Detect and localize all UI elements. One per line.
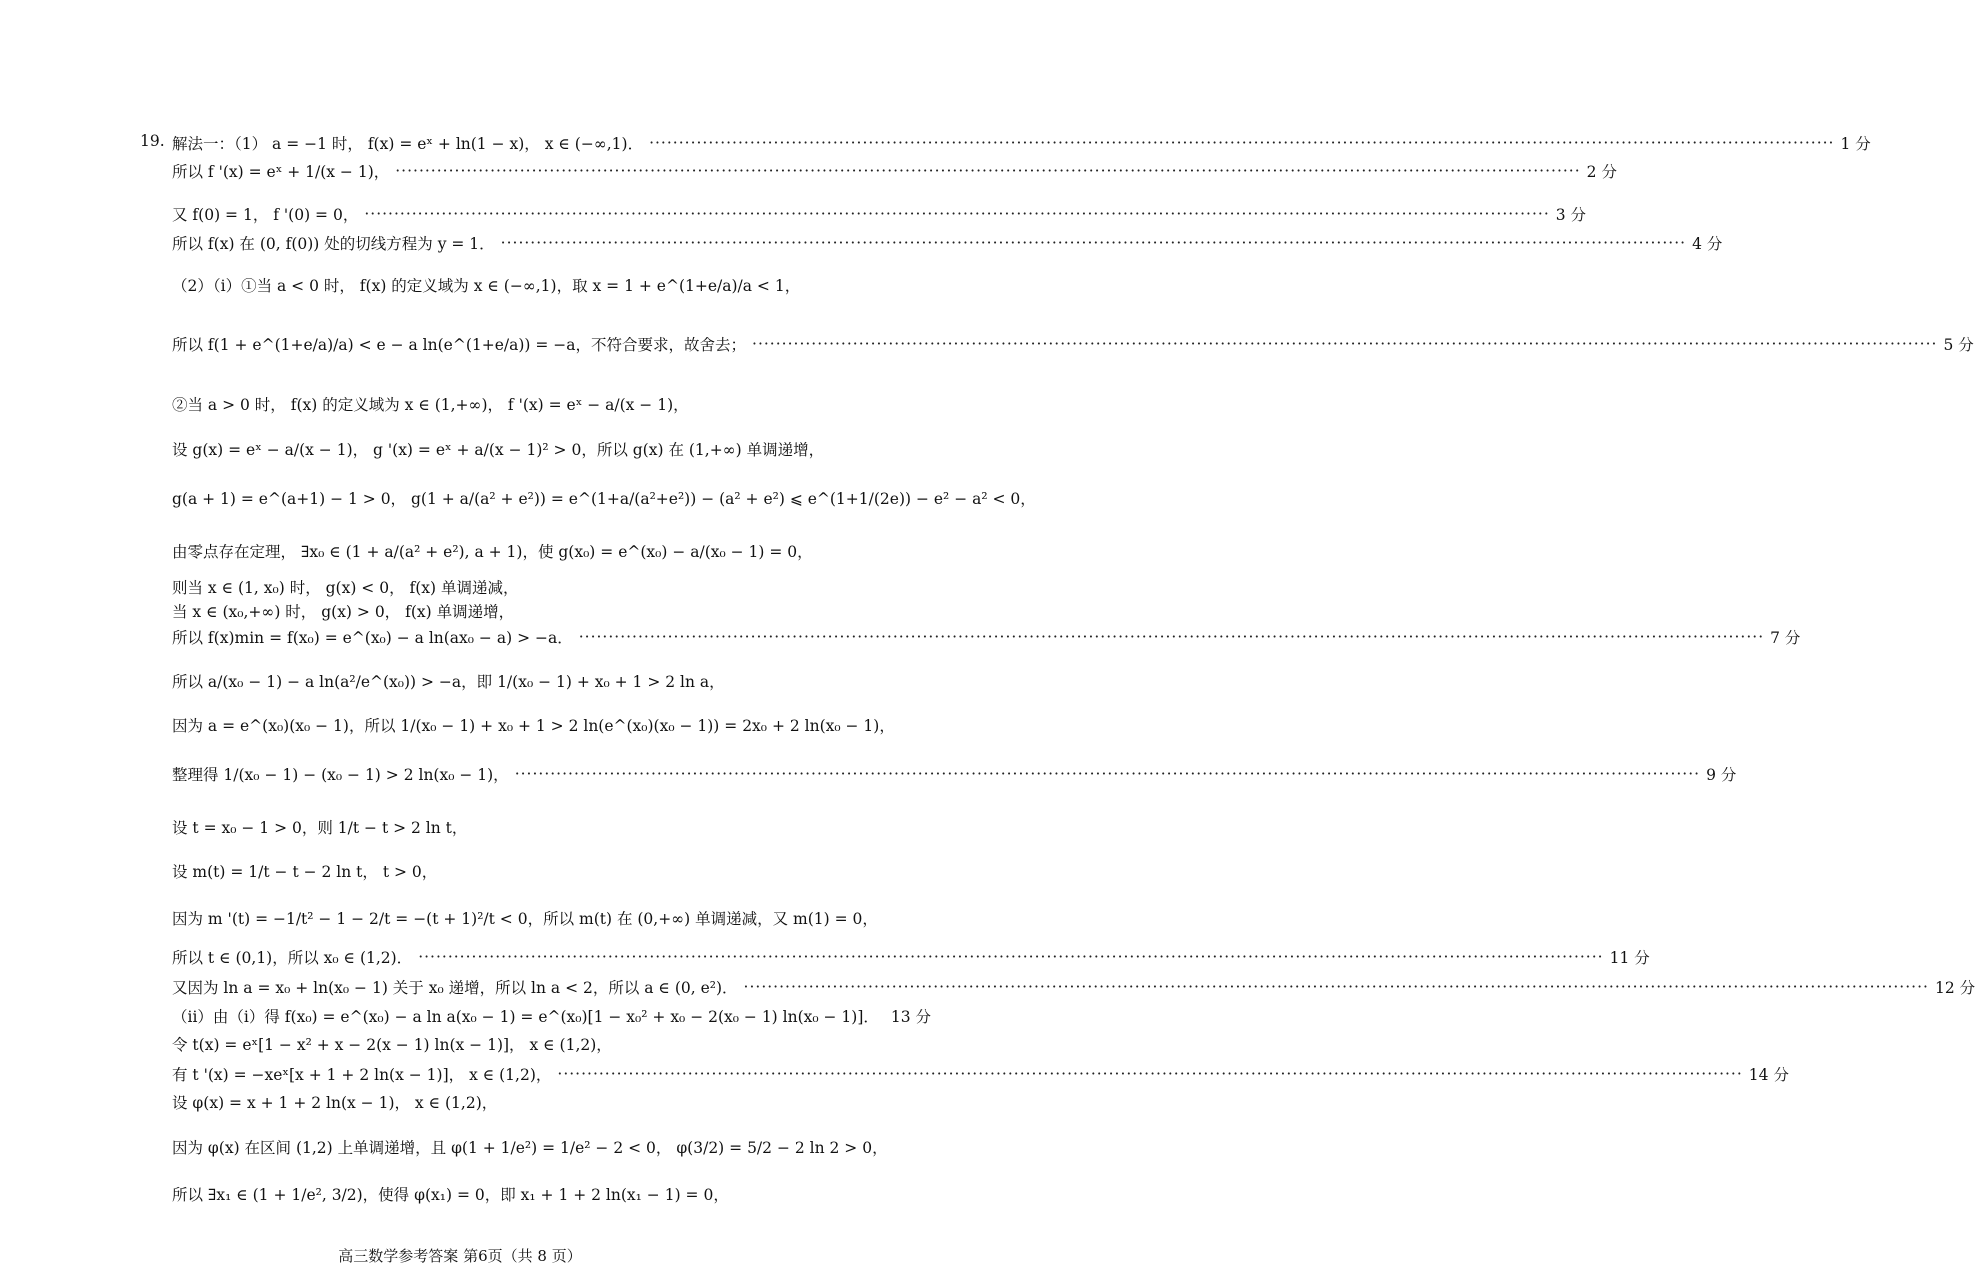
solution-line-text: 所以 a/(x₀ − 1) − a ln(a²/e^(x₀)) > −a，即 1/(x₀ − 1) + x₀ + 1 > 2 ln a， xyxy=(172,673,725,691)
solution-line-text: （2）（i）①当 a < 0 时， f(x) 的定义域为 x ∈ (−∞,1)，取 x = 1 + e^(1+e/a)/a < 1， xyxy=(172,277,801,295)
solution-line-text: 所以 ∃x₁ ∈ (1 + 1/e², 3/2)，使得 φ(x₁) = 0，即 x₁ + 1 + 2 ln(x₁ − 1) = 0， xyxy=(172,1186,729,1204)
solution-line xyxy=(172,860,800,882)
solution-line-text: 解法一：（1） a = −1 时， f(x) = eˣ + ln(1 − x)， x ∈ (−∞,1)． xyxy=(172,135,644,153)
score-label: 7 分 xyxy=(1770,629,1801,647)
solution-line-text: 设 g(x) = eˣ − a/(x − 1)， g '(x) = eˣ + a/(x − 1)² > 0，所以 g(x) 在 (1,+∞) 单调递增， xyxy=(172,441,825,459)
solution-line xyxy=(172,1033,800,1055)
leader-dots: ········································································································································································································ xyxy=(514,765,1701,783)
score-label: 9 分 xyxy=(1706,766,1737,784)
score-label: 5 分 xyxy=(1943,336,1974,354)
leader-dots: ········································································································································································································ xyxy=(500,234,1687,252)
solution-line-text: 所以 f(x) 在 (0, f(0)) 处的切线方程为 y = 1． xyxy=(172,235,495,253)
solution-line xyxy=(172,1136,888,1158)
solution-line xyxy=(172,670,800,692)
solution-line-text: 又 f(0) = 1， f '(0) = 0， xyxy=(172,206,359,224)
solution-line-text: 所以 f(1 + e^(1+e/a)/a) < e − a ln(e^(1+e/a)) = −a，不符合要求，故舍去； xyxy=(172,336,747,354)
solution-line xyxy=(172,540,813,562)
solution-line xyxy=(172,1005,932,1027)
solution-line-text: 设 t = x₀ − 1 > 0，则 1/t − t > 2 ln t， xyxy=(172,819,468,837)
solution-line xyxy=(172,1063,1789,1085)
score-label: 3 分 xyxy=(1555,206,1587,224)
solution-line-text: 有 t '(x) = −xeˣ[x + 1 + 2 ln(x − 1)]， x ∈ (1,2)， xyxy=(172,1066,552,1084)
leader-dots: ········································································································································································································ xyxy=(578,628,1765,646)
solution-line xyxy=(172,763,1737,785)
leader-dots: ········································································································································································································ xyxy=(649,134,1835,152)
solution-line xyxy=(172,576,800,598)
solution-line xyxy=(172,132,1871,154)
solution-line-text: 所以 f '(x) = eˣ + 1/(x − 1)， xyxy=(172,163,390,181)
solution-line xyxy=(172,1091,800,1113)
solution-line xyxy=(172,438,825,460)
score-label: 4 分 xyxy=(1692,235,1723,253)
solution-line xyxy=(172,907,878,929)
solution-line xyxy=(172,232,1723,254)
solution-line xyxy=(172,487,1036,509)
solution-line-text: 所以 f(x)min = f(x₀) = e^(x₀) − a ln(ax₀ − a) > −a． xyxy=(172,629,573,647)
solution-line-text: 又因为 ln a = x₀ + ln(x₀ − 1) 关于 x₀ 递增，所以 ln a < 2，所以 a ∈ (0, e²)． xyxy=(172,979,738,997)
solution-line xyxy=(172,816,800,838)
solution-line-text: ②当 a > 0 时， f(x) 的定义域为 x ∈ (1,+∞)， f '(x) = eˣ − a/(x − 1)， xyxy=(172,396,689,414)
solution-line xyxy=(172,1183,800,1205)
solution-line xyxy=(172,274,800,296)
score-label: 1 分 xyxy=(1840,135,1871,153)
leader-dots: ········································································································································································································ xyxy=(364,205,1550,223)
leader-dots: ········································································································································································································ xyxy=(418,948,1604,966)
leader-dots: ········································································································································································································ xyxy=(743,978,1929,996)
leader-dots: ········································································································································································································ xyxy=(557,1065,1743,1083)
solution-line xyxy=(172,714,895,736)
solution-line-text: （ii）由（i）得 f(x₀) = e^(x₀) − a ln a(x₀ − 1) = e^(x₀)[1 − x₀² + x₀ − 2(x₀ − 1) ln(x₀ − 1)]． xyxy=(172,1008,879,1026)
solution-line xyxy=(172,203,1587,225)
solution-line xyxy=(172,160,1617,182)
solution-line-text: g(a + 1) = e^(a+1) − 1 > 0， g(1 + a/(a² + e²)) = e^(1+a/(a²+e²)) − (a² + e²) ⩽ e^(1+1/(2e)) − e² − a² < 0， xyxy=(172,490,1036,508)
solution-line xyxy=(172,626,1801,648)
solution-line xyxy=(172,393,800,415)
solution-line-text: 整理得 1/(x₀ − 1) − (x₀ − 1) > 2 ln(x₀ − 1)， xyxy=(172,766,509,784)
solution-line-text: 设 m(t) = 1/t − t − 2 ln t， t > 0， xyxy=(172,863,438,881)
score-label: 14 分 xyxy=(1748,1066,1789,1084)
score-label: 2 分 xyxy=(1586,163,1617,181)
question-number: 19. xyxy=(140,132,165,150)
solution-line xyxy=(172,600,800,622)
solution-line-text: 则当 x ∈ (1, x₀) 时， g(x) < 0， f(x) 单调递减， xyxy=(172,579,519,597)
solution-line-text: 当 x ∈ (x₀,+∞) 时， g(x) > 0， f(x) 单调递增， xyxy=(172,603,515,621)
leader-dots: ········································································································································································································ xyxy=(752,335,1938,353)
solution-line-text: 设 φ(x) = x + 1 + 2 ln(x − 1)， x ∈ (1,2)， xyxy=(172,1094,498,1112)
page-footer: 高三数学参考答案 第6页（共 8 页） xyxy=(338,1247,582,1265)
score-label: 11 分 xyxy=(1609,949,1650,967)
solution-line-text: 因为 a = e^(x₀)(x₀ − 1)，所以 1/(x₀ − 1) + x₀ + 1 > 2 ln(e^(x₀)(x₀ − 1)) = 2x₀ + 2 ln(x₀ − 1)， xyxy=(172,717,895,735)
solution-line-text: 因为 φ(x) 在区间 (1,2) 上单调递增，且 φ(1 + 1/e²) = 1/e² − 2 < 0， φ(3/2) = 5/2 − 2 ln 2 > 0， xyxy=(172,1139,888,1157)
solution-line-text: 由零点存在定理， ∃x₀ ∈ (1 + a/(a² + e²), a + 1)，使 g(x₀) = e^(x₀) − a/(x₀ − 1) = 0， xyxy=(172,543,813,561)
leader-dots: ········································································································································································································ xyxy=(395,162,1581,180)
solution-line xyxy=(172,333,1974,355)
solution-line-text: 因为 m '(t) = −1/t² − 1 − 2/t = −(t + 1)²/t < 0，所以 m(t) 在 (0,+∞) 单调递减，又 m(1) = 0， xyxy=(172,910,878,928)
solution-line xyxy=(172,976,1975,998)
score-label: 12 分 xyxy=(1934,979,1975,997)
score-label: 13 分 xyxy=(890,1008,932,1026)
solution-line-text: 令 t(x) = eˣ[1 − x² + x − 2(x − 1) ln(x − 1)]， x ∈ (1,2)， xyxy=(172,1036,612,1054)
solution-line-text: 所以 t ∈ (0,1)，所以 x₀ ∈ (1,2)． xyxy=(172,949,413,967)
solution-line xyxy=(172,946,1650,968)
